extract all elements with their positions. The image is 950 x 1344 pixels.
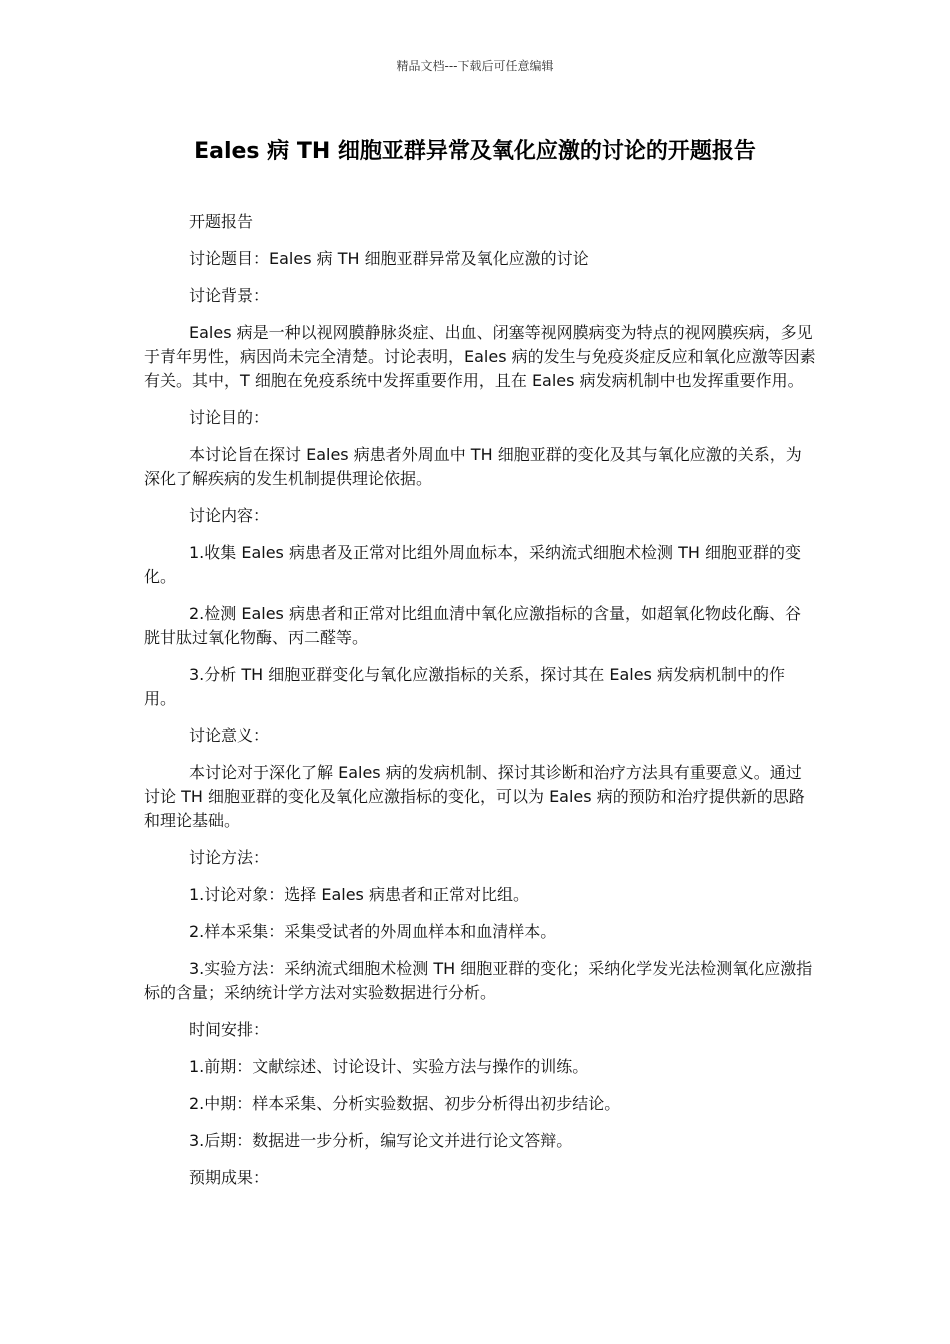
schedule-item-2: 2.中期：样本采集、分析实验数据、初步分析得出初步结论。 xyxy=(189,1094,621,1113)
background-paragraph: Eales 病是一种以视网膜静脉炎症、出血、闭塞等视网膜病变为特点的视网膜疾病，多见于青年男性，病因尚未完全清楚。讨论表明，Eales 病的发生与免疫炎症反应和氧化应激等因素有关。其中，T 细胞在免疫系统中发挥重要作用，且在 Eales 病发病机制中也发挥重要作用。 xyxy=(144,323,816,390)
section-heading-expected-results: 预期成果： xyxy=(189,1168,270,1187)
section-heading-significance: 讨论意义： xyxy=(189,726,270,745)
section-heading-background: 讨论背景： xyxy=(189,286,270,305)
significance-paragraph: 本讨论对于深化了解 Eales 病的发病机制、探讨其诊断和治疗方法具有重要意义。通过讨论 TH 细胞亚群的变化及氧化应激指标的变化，可以为 Eales 病的预防和治疗提供新的思路和理论基础。 xyxy=(144,763,805,830)
section-heading-content: 讨论内容： xyxy=(189,506,270,525)
content-item-2: 2.检测 Eales 病患者和正常对比组血清中氧化应激指标的含量，如超氧化物歧化酶、谷胱甘肽过氧化物酶、丙二醛等。 xyxy=(144,604,801,647)
section-label-report: 开题报告 xyxy=(189,212,254,231)
document-body xyxy=(144,210,816,1203)
methods-item-2: 2.样本采集：采集受试者的外周血样本和血清样本。 xyxy=(189,922,557,941)
schedule-item-3: 3.后期：数据进一步分析，编写论文并进行论文答辩。 xyxy=(189,1131,573,1150)
schedule-item-1: 1.前期：文献综述、讨论设计、实验方法与操作的训练。 xyxy=(189,1057,589,1076)
purpose-paragraph: 本讨论旨在探讨 Eales 病患者外周血中 TH 细胞亚群的变化及其与氧化应激的关系，为深化了解疾病的发生机制提供理论依据。 xyxy=(144,445,802,488)
methods-item-3: 3.实验方法：采纳流式细胞术检测 TH 细胞亚群的变化；采纳化学发光法检测氧化应激指标的含量；采纳统计学方法对实验数据进行分析。 xyxy=(144,959,813,1002)
page-header: 精品文档---下载后可任意编辑 xyxy=(396,59,554,73)
section-heading-schedule: 时间安排： xyxy=(189,1020,270,1039)
topic-line: 讨论题目：Eales 病 TH 细胞亚群异常及氧化应激的讨论 xyxy=(189,249,589,268)
section-heading-purpose: 讨论目的： xyxy=(189,408,270,427)
content-item-1: 1.收集 Eales 病患者及正常对比组外周血标本，采纳流式细胞术检测 TH 细胞亚群的变化。 xyxy=(144,543,801,586)
document-title: Eales 病 TH 细胞亚群异常及氧化应激的讨论的开题报告 xyxy=(194,139,756,164)
content-item-3: 3.分析 TH 细胞亚群变化与氧化应激指标的关系，探讨其在 Eales 病发病机制中的作用。 xyxy=(144,665,785,708)
methods-item-1: 1.讨论对象：选择 Eales 病患者和正常对比组。 xyxy=(189,885,529,904)
section-heading-methods: 讨论方法： xyxy=(189,848,270,867)
